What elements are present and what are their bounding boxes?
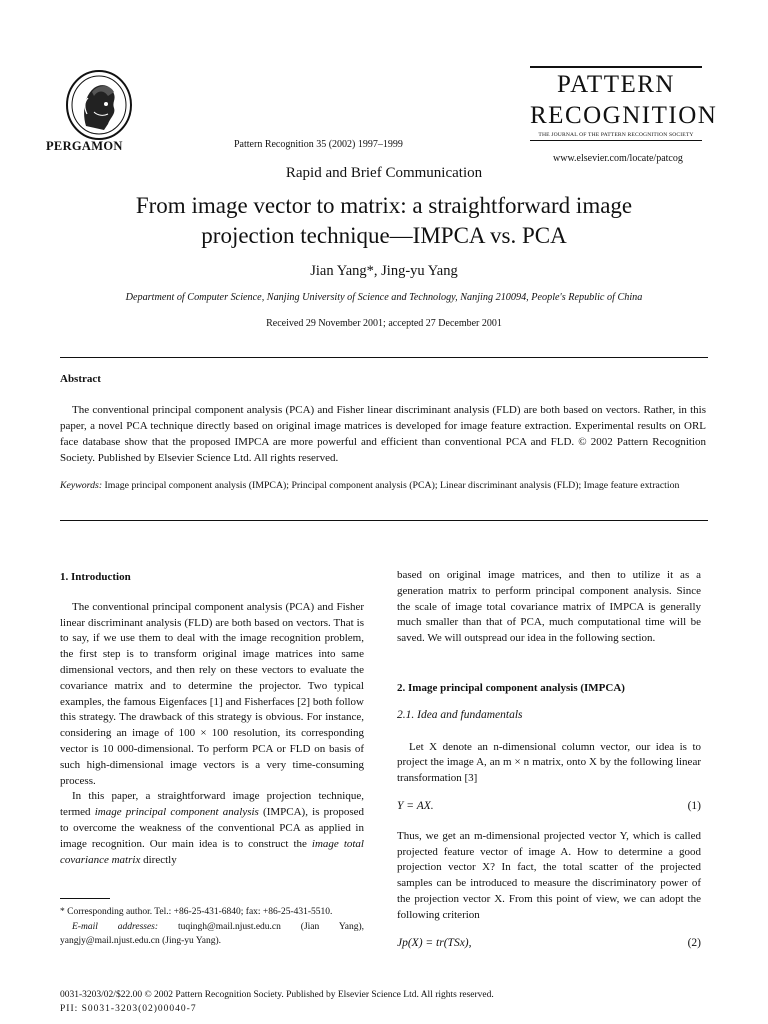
right-column bbox=[397, 568, 701, 951]
equation-1-body: Y = AX. bbox=[397, 799, 434, 812]
email-addresses[interactable]: E-mail addresses: tuqingh@mail.njust.edu.cn (Jian Yang), yangjy@mail.njust.edu.cn (Jing-yu Yang). bbox=[60, 921, 364, 946]
equation-1-number: (1) bbox=[687, 799, 701, 812]
introduction-heading: 1. Introduction bbox=[60, 571, 131, 583]
article-type: Rapid and Brief Communication bbox=[285, 165, 483, 181]
journal-subtitle: THE JOURNAL OF THE PATTERN RECOGNITION SOCIETY bbox=[538, 132, 694, 138]
subsection-2-1-heading: 2.1. Idea and fundamentals bbox=[397, 708, 523, 721]
equation-2-number: (2) bbox=[687, 936, 701, 949]
publisher-name: PERGAMON bbox=[46, 139, 123, 153]
pii-line: PII: S0031-3203(02)00040-7 bbox=[60, 1004, 197, 1014]
article-authors: Jian Yang*, Jing-yu Yang bbox=[310, 263, 458, 279]
left-column bbox=[60, 570, 364, 868]
intro-paragraph-2: In this paper, a straightforward image projection technique, termed image principal component analysis (IMPCA), is proposed to overcome the weakness of the conventional PCA as applied in image recognition. Our main idea is to construct the image total covariance matrix directly bbox=[60, 790, 364, 866]
journal-title-line2: RECOGNITION bbox=[530, 102, 718, 129]
equation-1 bbox=[397, 799, 701, 815]
intro-paragraph-continued: based on original image matrices, and then to utilize it as a generation matrix to perform principal component analysis. Since the scale of image total covariance matrix of IMPCA is generally much smaller than that of PCA, much computational time will be saved. We will outspread our idea in the following section. bbox=[397, 569, 701, 645]
equation-2 bbox=[397, 936, 701, 952]
article-title bbox=[60, 191, 708, 251]
intro-paragraph-1: The conventional principal component analysis (PCA) and Fisher linear discriminant analysis (FLD) are both based on vectors. That is to say, if we use them to deal with the image recognition problem, the first step is to transform original image matrices into same dimensional vectors, and then rely on these vectors to evaluate the covariance matrix and to determine the projector. Two typical examples, the famous Eigenfaces [1] and Fisherfaces [2] both follow this strategy. The drawback of this strategy is obvious. For instance, considering an image of 100 × 100 resolution, its corresponding vector is 10 000-dimensional. To perform PCA or FLD on basis of such high-dimensional image vectors is a very time-consuming process. bbox=[60, 600, 364, 787]
journal-title-line1: PATTERN bbox=[557, 71, 675, 98]
page-footer bbox=[60, 988, 494, 1016]
journal-masthead bbox=[530, 66, 718, 141]
journal-citation: Pattern Recognition 35 (2002) 1997–1999 bbox=[234, 139, 403, 150]
abstract-text: The conventional principal component analysis (PCA) and Fisher linear discriminant analysis (FLD) are both based on vectors. Rather, in this paper, a novel PCA technique directly based on original image matrices is developed for image feature extraction. Experimental results on ORL face database show that the proposed IMPCA are more powerful and efficient than conventional PCA and FLD. © 2002 Pattern Recognition Society. Published by Elsevier Science Ltd. All rights reserved. bbox=[60, 404, 706, 464]
section-2-heading: 2. Image principal component analysis (IMPCA) bbox=[397, 681, 625, 694]
received-dates: Received 29 November 2001; accepted 27 December 2001 bbox=[266, 318, 502, 329]
article-title-line2: projection technique—IMPCA vs. PCA bbox=[201, 223, 567, 248]
keywords-text: Image principal component analysis (IMPCA); Principal component analysis (PCA); Linear discriminant analysis (FLD); Image feature extraction bbox=[104, 480, 680, 491]
keywords-label: Keywords: bbox=[60, 480, 103, 491]
corresponding-author-note: * Corresponding author. Tel.: +86-25-431-6840; fax: +86-25-431-5510. bbox=[60, 907, 333, 917]
section-2-paragraph-1: Let X denote an n-dimensional column vector, our idea is to project the image A, an m × n matrix, onto X by the following linear transformation [3] bbox=[397, 740, 701, 785]
abstract-bottom-rule bbox=[60, 520, 708, 521]
abstract-top-rule bbox=[60, 357, 708, 358]
journal-url[interactable]: www.elsevier.com/locate/patcog bbox=[553, 153, 683, 164]
article-title-line1: From image vector to matrix: a straightforward image bbox=[135, 193, 633, 218]
section-2-paragraph-2: Thus, we get an m-dimensional projected vector Y, which is called projected feature vector of image A. How to determine a good projection vector X? In fact, the total scatter of the projected samples can be introduced to measure the discriminatory power of the projection vector X. From this point of view, we can adopt the following criterion bbox=[397, 829, 701, 921]
footnote bbox=[60, 905, 364, 949]
copyright-line: 0031-3203/02/$22.00 © 2002 Pattern Recognition Society. Published by Elsevier Science Ltd. All rights reserved. bbox=[60, 990, 494, 1000]
equation-2-body: Jp(X) = tr(TSx), bbox=[397, 936, 472, 949]
keywords bbox=[60, 479, 706, 494]
publisher-logo bbox=[64, 68, 134, 142]
footnote-rule bbox=[60, 898, 110, 899]
abstract-heading: Abstract bbox=[60, 373, 101, 385]
author-affiliation: Department of Computer Science, Nanjing University of Science and Technology, Nanjing 210094, People's Republic of China bbox=[125, 292, 643, 303]
